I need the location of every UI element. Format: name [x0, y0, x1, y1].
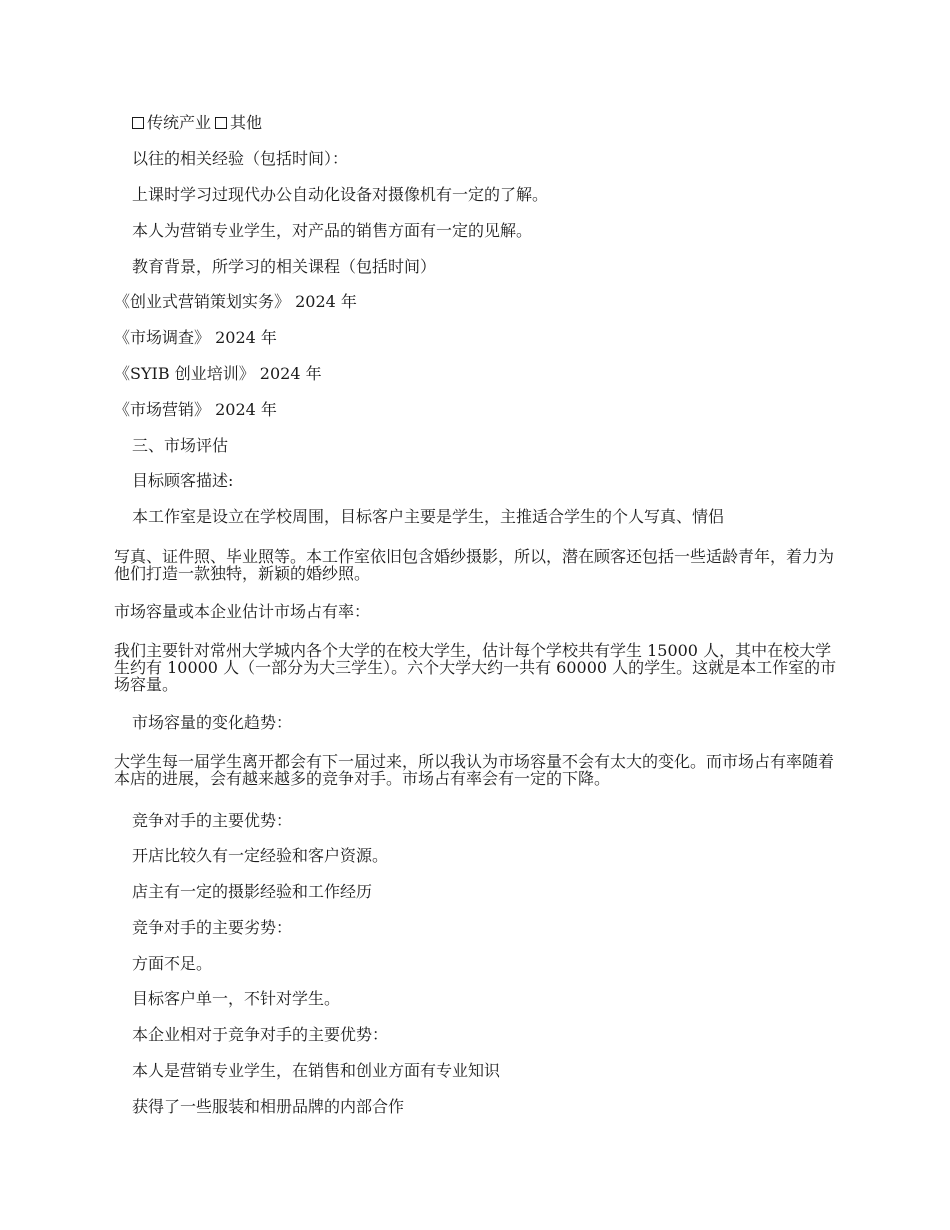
text-line-course-2: 《市场调查》 2024 年 — [114, 328, 277, 347]
text-line-capacity-heading: 市场容量或本企业估计市场占有率： — [114, 602, 371, 621]
text-line-own-advantage-heading: 本企业相对于竞争对手的主要优势： — [132, 1025, 389, 1044]
checkbox-label-other: 其他 — [230, 113, 263, 132]
checkbox-label-traditional-industry: 传统产业 — [147, 113, 212, 132]
paragraph-market-trend: 大学生每一届学生离开都会有下一届过来，所以我认为市场容量不会有太大的变化。而市场占有率随着本店的进展，会有越来越多的竞争对手。市场占有率会有一定的下降。 — [114, 752, 835, 788]
text-line-experience-1: 上课时学习过现代办公自动化设备对摄像机有一定的了解。 — [132, 185, 549, 204]
text-line-own-advantage-2: 获得了一些服装和相册品牌的内部合作 — [132, 1097, 405, 1116]
section-heading-market-evaluation: 三、市场评估 — [132, 436, 229, 455]
text-line-own-advantage-1: 本人是营销专业学生，在销售和创业方面有专业知识 — [132, 1061, 501, 1080]
text-line-course-1: 《创业式营销策划实务》 2024 年 — [114, 292, 357, 311]
text-line-competitor-weakness-heading: 竞争对手的主要劣势： — [132, 918, 293, 937]
text-line-education-heading: 教育背景，所学习的相关课程（包括时间） — [132, 257, 437, 276]
text-line-experience-2: 本人为营销专业学生，对产品的销售方面有一定的见解。 — [132, 221, 533, 240]
checkbox-traditional-industry[interactable] — [132, 117, 144, 129]
paragraph-target-customers: 写真、证件照、毕业照等。本工作室依旧包含婚纱摄影，所以，潜在顾客还包括一些适龄青年，着力为他们打造一款独特，新颖的婚纱照。 — [114, 547, 835, 583]
paragraph-market-capacity: 我们主要针对常州大学城内各个大学的在校大学生，估计每个学校共有学生 15000 人，其中在校大学生约有 10000 人（一部分为大三学生）。六个大学大约一共有 60000 人的学生。这就是本工作室的市场容量。 — [114, 641, 837, 694]
text-line-competitor-weakness-1: 方面不足。 — [132, 954, 213, 973]
checkbox-row — [132, 113, 262, 133]
text-line-competitor-strength-1: 开店比较久有一定经验和客户资源。 — [132, 846, 389, 865]
text-line-competitor-strength-heading: 竞争对手的主要优势： — [132, 811, 293, 830]
text-line-target-customer-intro: 本工作室是设立在学校周围，目标客户主要是学生，主推适合学生的个人写真、情侣 — [132, 507, 725, 526]
text-line-competitor-weakness-2: 目标客户单一，不针对学生。 — [132, 989, 341, 1008]
text-line-course-3: 《SYIB 创业培训》 2024 年 — [114, 364, 322, 383]
text-line-experience-heading: 以往的相关经验（包括时间）： — [132, 149, 349, 168]
text-line-competitor-strength-2: 店主有一定的摄影经验和工作经历 — [132, 882, 373, 901]
text-line-trend-heading: 市场容量的变化趋势： — [132, 713, 293, 732]
text-line-course-4: 《市场营销》 2024 年 — [114, 400, 277, 419]
text-line-target-customer-heading: 目标顾客描述: — [132, 471, 234, 490]
checkbox-other[interactable] — [215, 117, 227, 129]
